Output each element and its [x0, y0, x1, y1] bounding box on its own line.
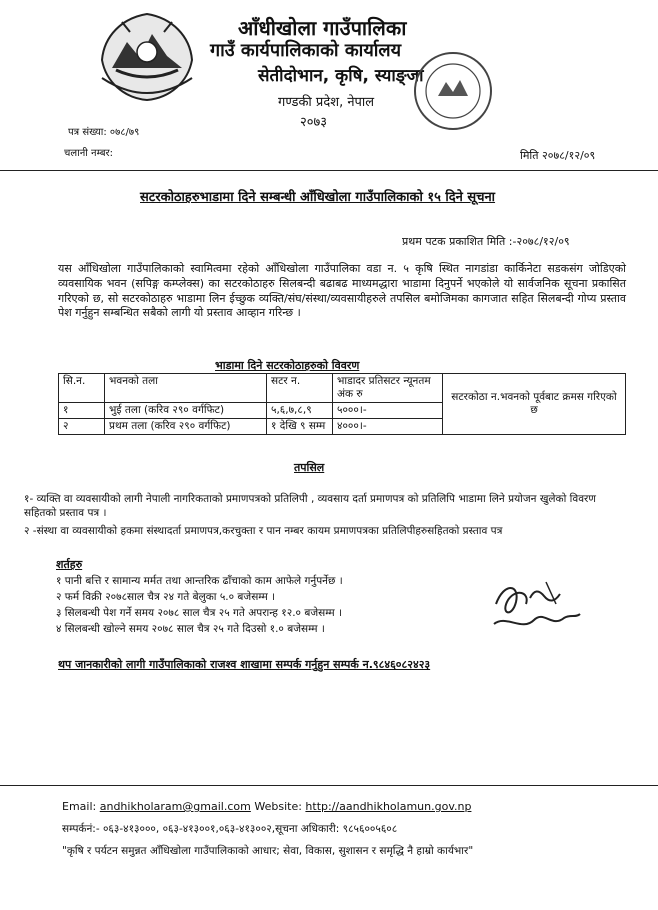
notice-title: सटरकोठाहरुभाडामा दिने सम्बन्धी आँधिखोला गाउँपालिकाको १५ दिने सूचना — [140, 190, 496, 205]
office-address: सेतीदोभान, कृषि, स्याङ्जा — [258, 66, 424, 86]
cell-sn: १ — [59, 403, 105, 419]
cell-floor: भुई तला (करिव २९० वर्गफिट) — [105, 403, 267, 419]
footer-email-line — [62, 800, 471, 813]
term-item: ३ सिलबन्धी पेश गर्ने समय २०७८ साल चैत्र २५ गते अपरान्ह १२.० बजेसम्म । — [56, 607, 342, 619]
office-stamp-icon — [412, 50, 494, 132]
header-rate: भाडादर प्रतिसटर न्यूनतम अंक रु — [333, 374, 443, 403]
rental-table — [58, 373, 626, 435]
nepal-emblem-icon — [92, 8, 202, 104]
term-item: १ पानी बत्ति र सामान्य मर्मत तथा आन्तरिक ढाँचाको काम आफेले गर्नुपर्नेछ । — [56, 575, 343, 587]
merged-note: सटरकोठा न.भवनको पूर्वबाट क्रमस गरिएको छ — [443, 374, 626, 435]
website-label: Website: — [254, 800, 302, 813]
cell-shutter: १ देखि ९ सम्म — [267, 419, 333, 435]
office-name: आँधीखोला गाउँपालिका — [238, 16, 407, 40]
office-year: २०७३ — [300, 115, 328, 130]
requirement-note-2: २ -संस्था वा व्यवसायीको हकमा संस्थादर्ता प्रमाणपत्र,करचुक्ता र पान नम्बर कायम प्रमाणपत्रका प्रतिलिपीहरुसहितको प्रस्ताव पत्र — [24, 525, 503, 537]
requirement-note-1: १- व्यक्ति वा व्यवसायीको लागी नेपाली नागरिकताको प्रमाणपत्रको प्रतिलिपी , व्यवसाय दर्ता प्रमाणपत्र को प्रतिलिपि भाडामा लिने प्रयोजन खुलेको विवरण सहितको प्रस्ताव पत्र । — [24, 493, 596, 519]
table-title: भाडामा दिने सटरकोठाहरुको विवरण — [215, 359, 360, 372]
header-sn: सि.न. — [59, 374, 105, 403]
contact-info: थप जानकारीको लागी गाउँपालिकाको राजश्व शाखामा सम्पर्क गर्नुहुन सम्पर्क न.९८४६०८२४२३ — [58, 658, 431, 671]
email-label: Email: — [62, 800, 97, 813]
first-publication-date: प्रथम पटक प्रकाशित मिति :-२०७८/१२/०९ — [402, 235, 570, 248]
terms-heading: शर्तहरु — [56, 558, 83, 571]
office-subtitle: गाउँ कार्यपालिकाको कार्यालय — [210, 40, 402, 61]
reference-number: पत्र संख्या: ०७८/७९ — [68, 127, 140, 138]
dispatch-number: चलानी नम्बर: — [64, 148, 114, 159]
tapsil-heading: तपसिल — [294, 461, 325, 474]
cell-shutter: ५,६,७,८,९ — [267, 403, 333, 419]
header-floor: भवनको तला — [105, 374, 267, 403]
cell-sn: २ — [59, 419, 105, 435]
website-link[interactable]: http://aandhikholamun.gov.np — [305, 800, 472, 813]
cell-floor: प्रथम तला (करिव २९० वर्गफिट) — [105, 419, 267, 435]
table-header-row — [59, 374, 626, 403]
office-province: गण्डकी प्रदेश, नेपाल — [278, 95, 375, 110]
footer-phones: सम्पर्कनं:- ०६३-४१३०००, ०६३-४१३००१,०६३-४१३००२,सूचना अधिकारी: ९८५६००५६०८ — [62, 823, 398, 835]
term-item: २ फर्म विक्री २०७८साल चैत्र २४ गते बेलुका ५.० बजेसम्म । — [56, 591, 276, 603]
term-item: ४ सिलबन्धी खोल्ने समय २०७८ साल चैत्र २५ गते दिउसो १.० बजेसम्म । — [56, 623, 325, 635]
header-shutter: सटर न. — [267, 374, 333, 403]
footer-motto: "कृषि र पर्यटन समुन्नत आँधिखोला गाउँपालिकाको आधार; सेवा, विकास, सुशासन र समृद्धि नै हाम्रो कार्यभार" — [62, 845, 474, 857]
notice-paragraph: यस आँधिखोला गाउँपालिकाको स्वामित्वमा रहेको आँधिखोला गाउँपालिका वडा न. ५ कृषि स्थित नागडांडा कार्किनेटा सडकसंग जोडिएको व्यवसायिक भवन (सपिङ्ग कम्प्लेक्स) का सटरकोठाहरु सिलबन्दी बढाबढ माध्यमद्धारा भाडामा दिनुपर्ने भएकोले यो सार्वजनिक सूचना प्रकासित गरिएको छ, सो सटरकोठाहरु भाडामा लिन ईच्छुक व्यक्ति/संघ/संस्था/व्यवसायीहरुले तपसिल बमोजिमका कागजात सहित सिलबन्दी गोप्य प्रस्ताव पेश गर्नुहुन सम्बन्धित सबैको लागी यो प्रस्ताव आव्हान गरिन्छ । — [58, 262, 626, 320]
header-divider — [0, 170, 658, 171]
signature-icon — [486, 574, 586, 644]
email-link[interactable]: andhikholaram@gmail.com — [99, 800, 251, 813]
cell-rate: ४०००।- — [333, 419, 443, 435]
footer-divider — [0, 785, 658, 786]
letter-date: मिति २०७८/१२/०९ — [520, 149, 596, 162]
cell-rate: ५०००।- — [333, 403, 443, 419]
